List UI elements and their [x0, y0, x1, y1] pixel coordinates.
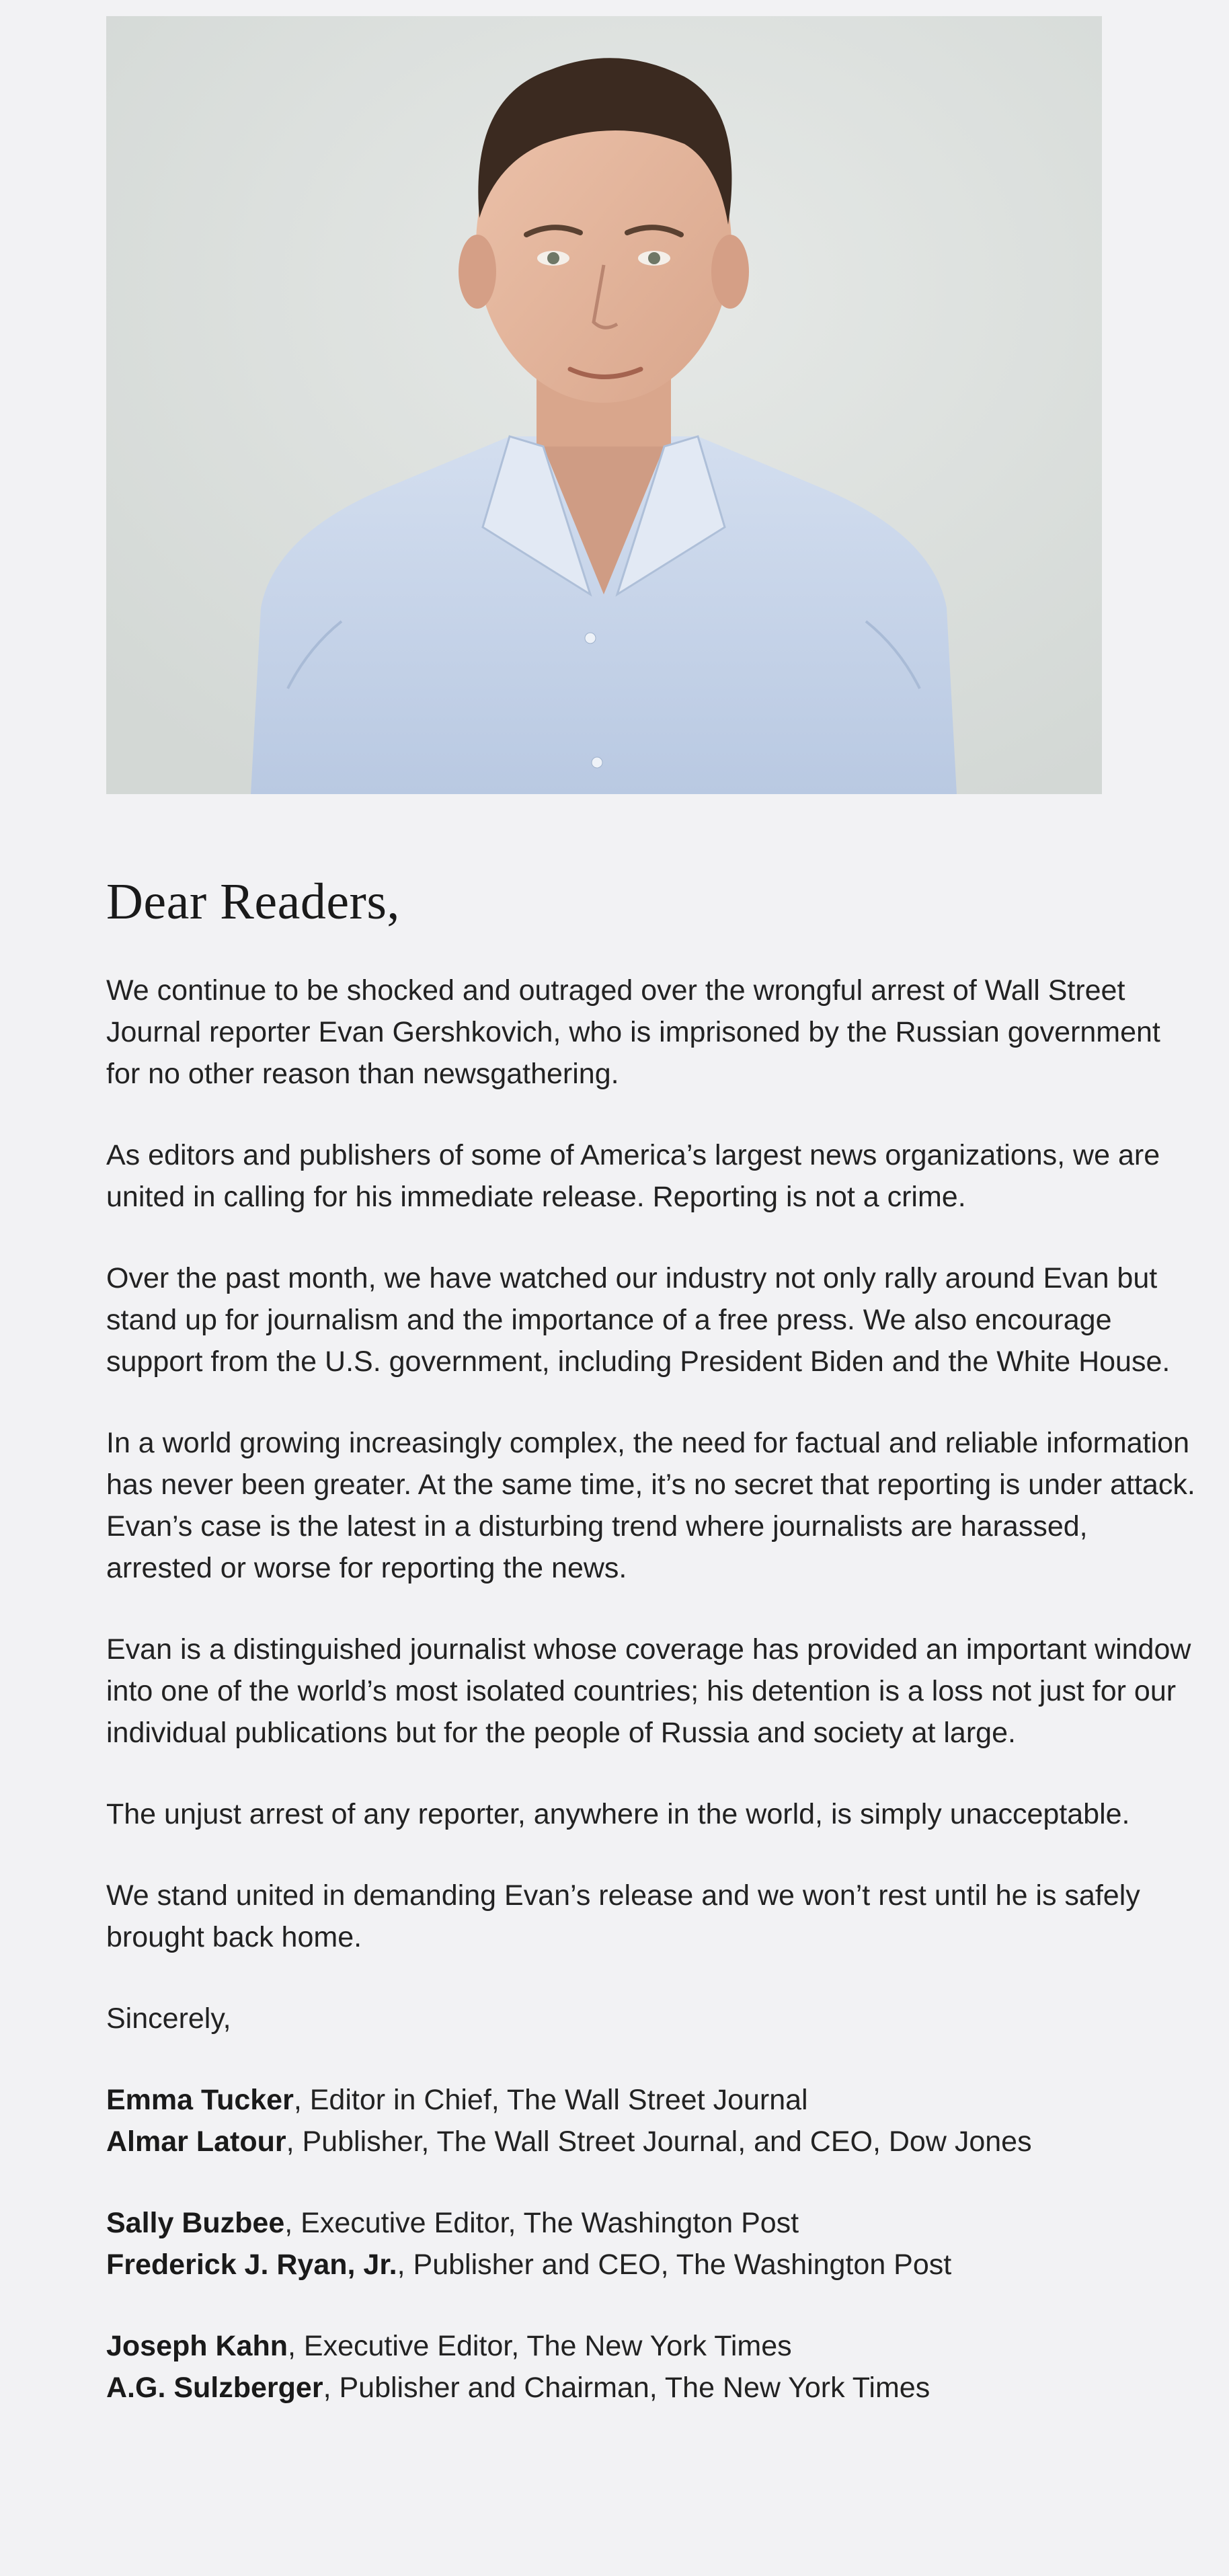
- signature-group-wsj: [106, 2079, 1195, 2162]
- paragraph: The unjust arrest of any reporter, anywhere in the world, is simply unacceptable.: [106, 1797, 1130, 1830]
- signatory-title: , Publisher, The Wall Street Journal, and CEO, Dow Jones: [286, 2125, 1032, 2158]
- paragraph: As editors and publishers of some of America’s largest news organizations, we are united in calling for his immediate release. Reporting is not a crime.: [106, 1138, 1160, 1213]
- letter: [106, 874, 1195, 2448]
- signatory: [106, 2202, 1195, 2244]
- signatory: [106, 2079, 1195, 2121]
- signatory-title: , Executive Editor, The Washington Post: [284, 2206, 799, 2239]
- signature-group-wapo: [106, 2202, 1195, 2286]
- signatory-title: , Publisher and CEO, The Washington Post: [397, 2248, 952, 2281]
- paragraph: Over the past month, we have watched our industry not only rally around Evan but stand up for journalism and the importance of a free press. We also encourage support from the U.S. government, including President Biden and the White House.: [106, 1261, 1171, 1378]
- signatory-title: , Publisher and Chairman, The New York Times: [323, 2371, 930, 2404]
- paragraph: Evan is a distinguished journalist whose coverage has provided an important window into one of the world’s most isolated countries; his detention is a loss not just for our individual publications but for the people of Russia and society at large.: [106, 1633, 1191, 1749]
- signature-group-nyt: [106, 2325, 1195, 2409]
- signatory-name: Frederick J. Ryan, Jr.: [106, 2248, 397, 2281]
- paragraph: We stand united in demanding Evan’s release and we won’t rest until he is safely brought back home.: [106, 1879, 1140, 1953]
- signatory-name: Sally Buzbee: [106, 2206, 285, 2239]
- portrait-illustration: [106, 16, 1102, 794]
- signatory: [106, 2244, 1195, 2286]
- signatory-name: Almar Latour: [106, 2125, 286, 2158]
- paragraph: In a world growing increasingly complex, the need for factual and reliable information has never been greater. At the same time, it’s no secret that reporting is under attack. Evan’s case is the latest in a disturbing trend where journalists are harassed, arrested or worse for reporting the news.: [106, 1426, 1195, 1584]
- portrait-photo: [106, 16, 1102, 794]
- signatory-name: A.G. Sulzberger: [106, 2371, 323, 2404]
- closing: Sincerely,: [106, 2002, 231, 2035]
- signatory-name: Emma Tucker: [106, 2083, 294, 2116]
- signatory: [106, 2367, 1195, 2409]
- signatory-title: , Executive Editor, The New York Times: [288, 2329, 792, 2362]
- salutation: Dear Readers,: [106, 873, 400, 930]
- signatory-name: Joseph Kahn: [106, 2329, 288, 2362]
- signatory: [106, 2121, 1195, 2162]
- signatory: [106, 2325, 1195, 2367]
- signatory-title: , Editor in Chief, The Wall Street Journal: [293, 2083, 808, 2116]
- paragraph: We continue to be shocked and outraged over the wrongful arrest of Wall Street Journal reporter Evan Gershkovich, who is imprisoned by the Russian government for no other reason than newsgathering.: [106, 974, 1160, 1090]
